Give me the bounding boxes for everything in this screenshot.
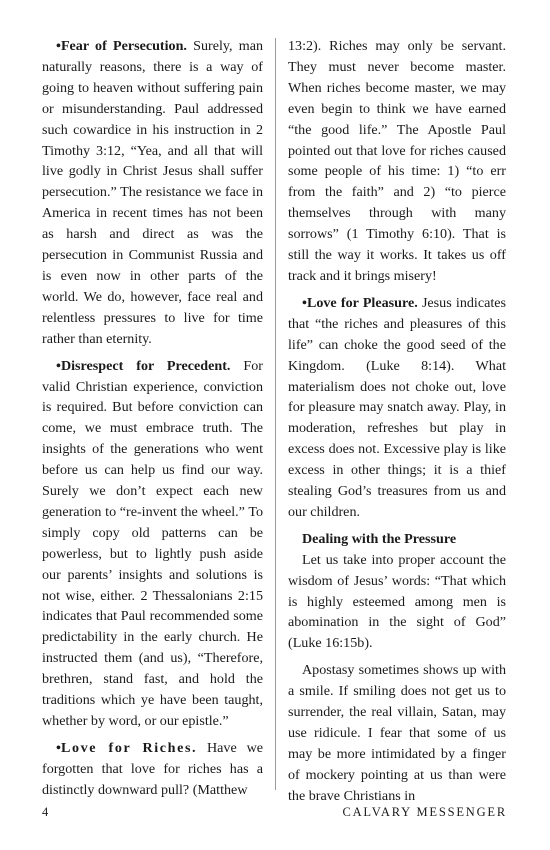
lead-in-love-for-riches: Love for Riches. <box>60 739 198 756</box>
bullet-icon: • <box>56 739 61 756</box>
bullet-icon: • <box>302 294 307 311</box>
paragraph-wisdom-of-jesus: Let us take into proper account the wisdom of Jesus’ words: “That which is highly esteemed among men is abomination in the sight of God” (Luke 16:15b). <box>288 551 506 652</box>
paragraph-body: Have we forgotten that love for riches has a distinctly downward pull? (Matthew <box>42 739 263 798</box>
paragraph-body: For valid Christian experience, conviction is required. But before conviction can come, we must embrace truth. The insights of the generations who went before us can help us find our way. Surely we don’t expect each new generation to “re-invent the wheel.” To simply copy old patterns can be powerless, but to lightly push aside our parents’ insights and solutions is not wise, either. 2 Thessalonians 2:15 indicates that Paul recommended some predictability in the early church. He instructed them (and us), “Therefore, brethren, stand fast, and hold the traditions which ye have been taught, whether by word, or our epistle.” <box>42 357 263 729</box>
paragraph-riches-continued: 13:2). Riches may only be servant. They must never become master. When riches become master, we may even begin to think we have earned “the good life.” The Apostle Paul pointed out that love for riches caused some people of his time: 1) “to err from the faith” and 2) “to pierce themselves through with many sorrows” (1 Timothy 6:10). That is still the way it works. It takes us off track and it brings misery! <box>288 38 506 284</box>
lead-in-fear-of-persecution: Fear of Persecution. <box>60 38 187 54</box>
lead-in-disrespect-for-precedent: Disrespect for Precedent. <box>60 357 231 374</box>
running-head: CALVARY MESSENGER <box>342 805 507 819</box>
section-heading-dealing-with-pressure: Dealing with the Pressure <box>302 530 457 547</box>
paragraph-love-for-pleasure <box>288 293 506 523</box>
paragraph-disrespect-for-precedent <box>42 356 263 732</box>
paragraph-love-for-riches <box>42 738 263 801</box>
left-column <box>42 36 263 807</box>
bullet-icon: • <box>56 357 61 374</box>
lead-in-love-for-pleasure: Love for Pleasure. <box>306 294 418 311</box>
page-number: 4 <box>42 805 49 819</box>
bullet-icon: • <box>56 38 61 54</box>
paragraph-fear-of-persecution <box>42 36 263 350</box>
paragraph-body: Surely, man naturally reasons, there is a way of going to heaven without suffering pain or misunderstanding. Paul addressed such cowardice in his instruction in 2 Timothy 3:12, “Yea, and all that will live godly in Christ Jesus shall suffer persecution.” The resistance we face in America in recent times has not been as harsh and direct as was the persecution in Communist Russia and is even now in other parts of the world. We do, however, face real and relentless pressures to live for time rather than eternity. <box>42 38 264 347</box>
column-divider <box>275 38 276 790</box>
right-column <box>288 36 506 813</box>
paragraph-body: Jesus indicates that “the riches and pleasures of this life” can choke the good seed of the Kingdom. (Luke 8:14). What materialism does not choke out, love for pleasure may snatch away. Play, in moderation, refreshes but play in excess does not. Excessive play is like excess in other things; it is a thief stealing God’s treasures from us and our children. <box>288 294 506 520</box>
paragraph-apostasy: Apostasy sometimes shows up with a smile. If smiling does not get us to surrender, the real villain, Satan, may use ridicule. I fear that some of us may be more intimidated by a finger of mockery pointing at us than were the brave Christians in <box>288 662 506 804</box>
